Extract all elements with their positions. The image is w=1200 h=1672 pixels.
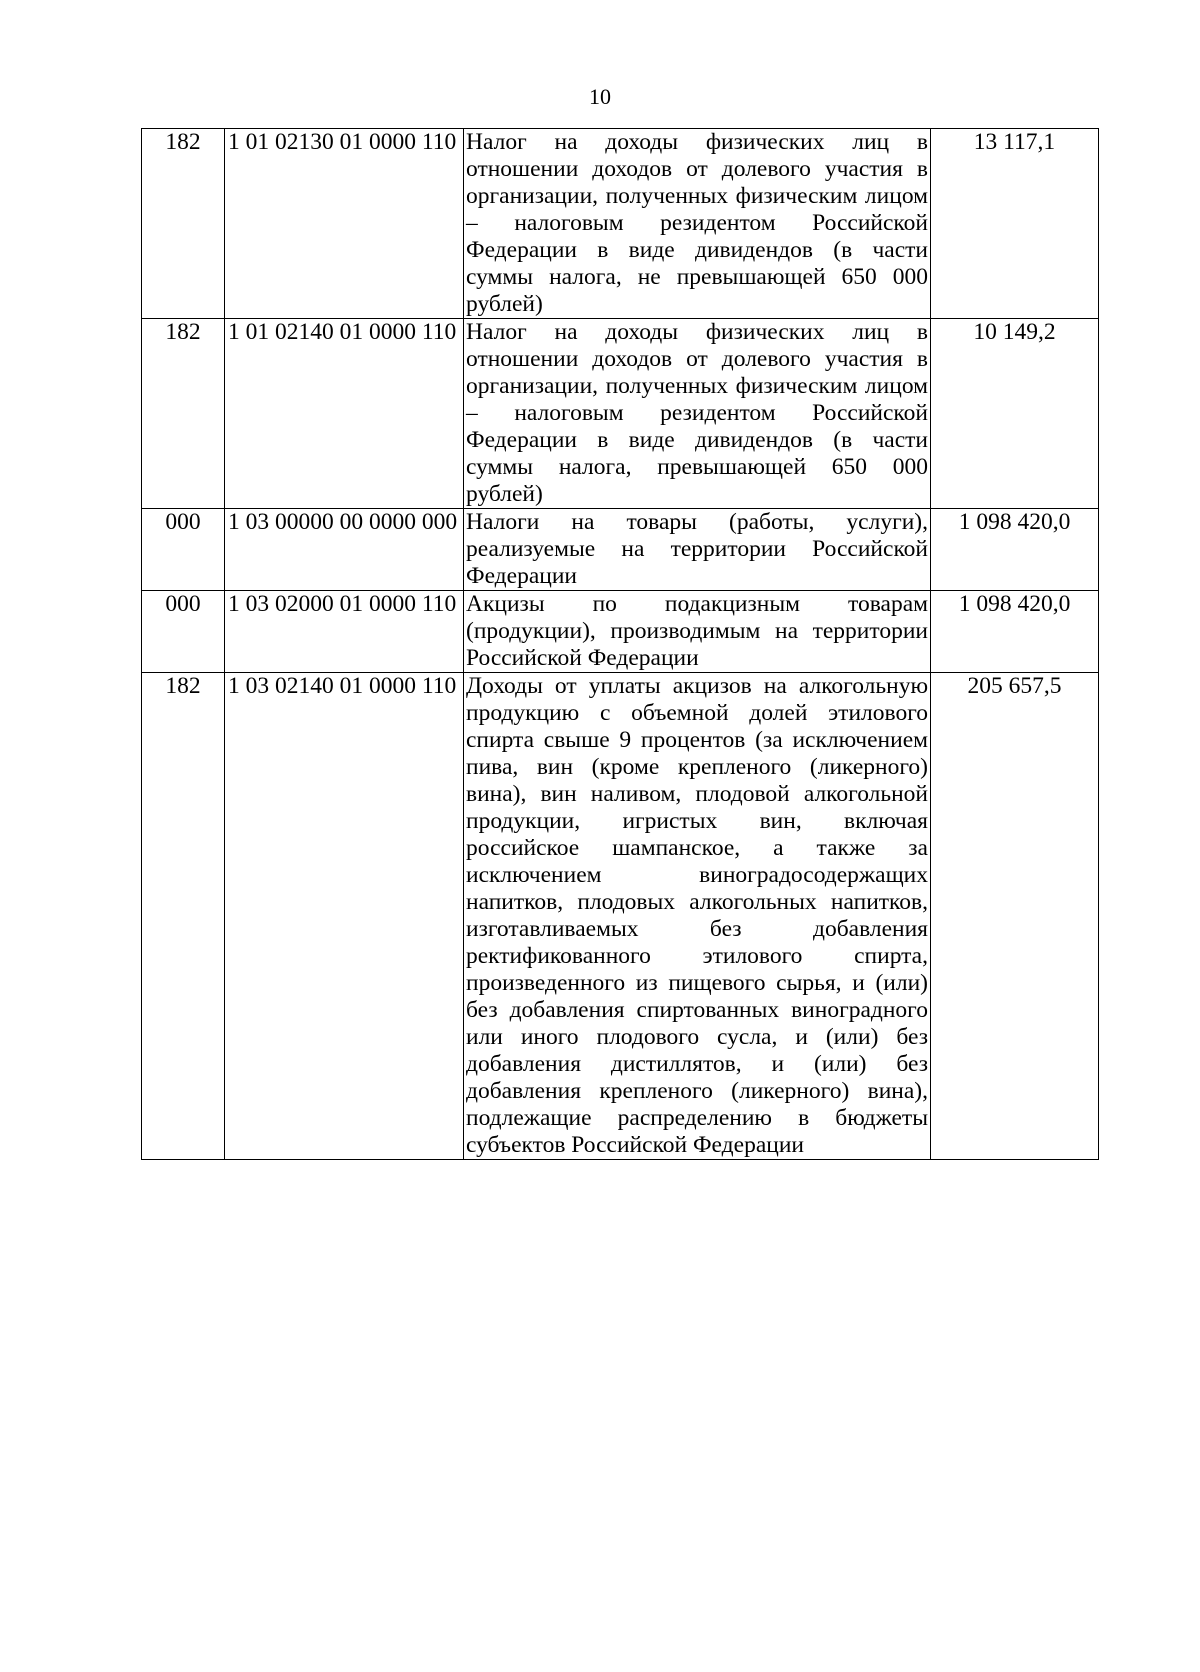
budget-code-cell: 1 03 00000 00 0000 000	[225, 509, 464, 591]
table-row	[142, 673, 1099, 1160]
revenue-name-cell: Налоги на товары (работы, услуги), реализуемые на территории Российской Федерации	[464, 509, 931, 591]
budget-code-cell: 1 01 02130 01 0000 110	[225, 129, 464, 319]
budget-code-cell: 1 01 02140 01 0000 110	[225, 319, 464, 509]
revenue-name-cell: Налог на доходы физических лиц в отношении доходов от долевого участия в организации, полученных физическим лицом – налоговым резидентом Российской Федерации в виде дивидендов (в части суммы налога, не превышающей 650 000 рублей)	[464, 129, 931, 319]
admin-code-cell: 000	[142, 509, 225, 591]
admin-code-cell: 182	[142, 319, 225, 509]
budget-code-cell: 1 03 02140 01 0000 110	[225, 673, 464, 1160]
amount-cell: 10 149,2	[931, 319, 1099, 509]
table-row	[142, 129, 1099, 319]
revenue-table	[141, 128, 1099, 1160]
budget-code-cell: 1 03 02000 01 0000 110	[225, 591, 464, 673]
amount-cell: 1 098 420,0	[931, 591, 1099, 673]
table-row	[142, 591, 1099, 673]
amount-cell: 205 657,5	[931, 673, 1099, 1160]
admin-code-cell: 000	[142, 591, 225, 673]
revenue-name-cell: Доходы от уплаты акцизов на алкогольную продукцию с объемной долей этилового спирта свыше 9 процентов (за исключением пива, вин (кроме крепленого (ликерного) вина), вин наливом, плодовой алкогольной продукции, игристых вин, включая российское шампанское, а также за исключением виноградосодержащих напитков, плодовых алкогольных напитков, изготавливаемых без добавления ректификованного этилового спирта, произведенного из пищевого сырья, и (или) без добавления спиртованных виноградного или иного плодового сусла, и (или) без добавления дистиллятов, и (или) без добавления крепленого (ликерного) вина), подлежащие распределению в бюджеты субъектов Российской Федерации	[464, 673, 931, 1160]
admin-code-cell: 182	[142, 673, 225, 1160]
revenue-name-cell: Налог на доходы физических лиц в отношении доходов от долевого участия в организации, полученных физическим лицом – налоговым резидентом Российской Федерации в виде дивидендов (в части суммы налога, превышающей 650 000 рублей)	[464, 319, 931, 509]
table-row	[142, 319, 1099, 509]
amount-cell: 1 098 420,0	[931, 509, 1099, 591]
admin-code-cell: 182	[142, 129, 225, 319]
table-row	[142, 509, 1099, 591]
page-number: 10	[589, 84, 611, 109]
amount-cell: 13 117,1	[931, 129, 1099, 319]
revenue-name-cell: Акцизы по подакцизным товарам (продукции), производимым на территории Российской Федерации	[464, 591, 931, 673]
